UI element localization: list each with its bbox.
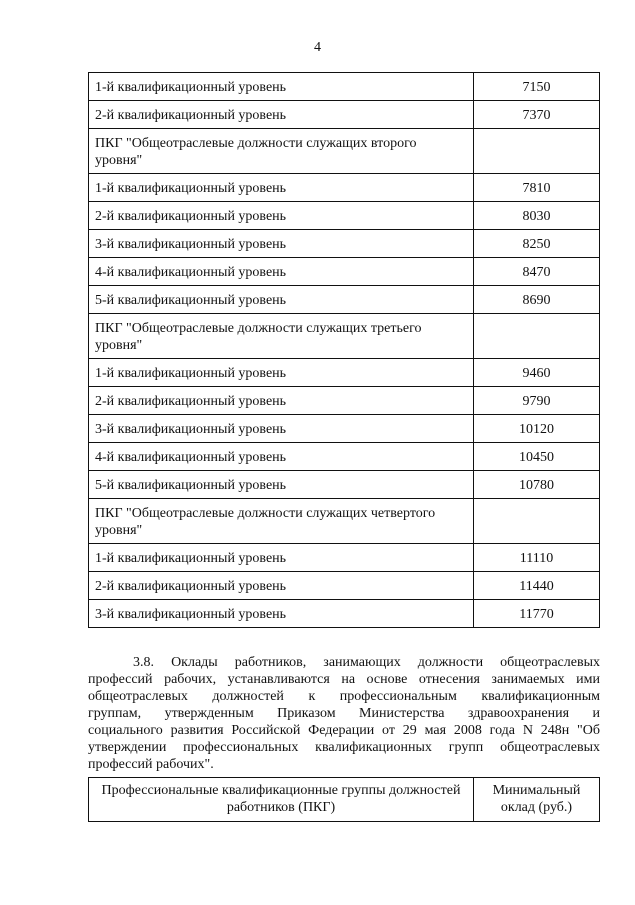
salary-value: 8030 bbox=[474, 202, 600, 230]
level-label: 1-й квалификационный уровень bbox=[89, 359, 474, 387]
salary-value bbox=[474, 129, 600, 174]
table-row bbox=[89, 359, 600, 387]
group-label: ПКГ "Общеотраслевые должности служащих второго уровня" bbox=[89, 129, 474, 174]
table-header-row bbox=[89, 778, 600, 822]
salary-value: 10120 bbox=[474, 415, 600, 443]
level-label: 1-й квалификационный уровень bbox=[89, 73, 474, 101]
salary-value: 11770 bbox=[474, 600, 600, 628]
salary-value: 11110 bbox=[474, 544, 600, 572]
salary-table bbox=[88, 72, 600, 628]
paragraph-line: группам, утвержденным Приказом Министерства здравоохранения и bbox=[88, 706, 600, 721]
table-row bbox=[89, 73, 600, 101]
paragraph-line: профессий рабочих, устанавливаются на основе отнесения занимаемых ими bbox=[88, 672, 600, 687]
group-label: ПКГ "Общеотраслевые должности служащих четвертого уровня" bbox=[89, 499, 474, 544]
paragraph-line: 3.8. Оклады работников, занимающих должности общеотраслевых bbox=[133, 655, 600, 670]
table-row bbox=[89, 544, 600, 572]
table-row bbox=[89, 258, 600, 286]
table-row bbox=[89, 600, 600, 628]
level-label: 2-й квалификационный уровень bbox=[89, 387, 474, 415]
table-row bbox=[89, 286, 600, 314]
table-row bbox=[89, 202, 600, 230]
salary-value bbox=[474, 314, 600, 359]
salary-value: 9790 bbox=[474, 387, 600, 415]
pkg-salary-header-table bbox=[88, 777, 600, 822]
table-row bbox=[89, 443, 600, 471]
level-label: 4-й квалификационный уровень bbox=[89, 443, 474, 471]
salary-value: 7150 bbox=[474, 73, 600, 101]
salary-value: 10450 bbox=[474, 443, 600, 471]
table-row bbox=[89, 572, 600, 600]
group-row bbox=[89, 499, 600, 544]
level-label: 3-й квалификационный уровень bbox=[89, 600, 474, 628]
salary-value: 11440 bbox=[474, 572, 600, 600]
table-row bbox=[89, 471, 600, 499]
group-label: ПКГ "Общеотраслевые должности служащих третьего уровня" bbox=[89, 314, 474, 359]
paragraph-line: профессий рабочих". bbox=[88, 757, 214, 772]
level-label: 2-й квалификационный уровень bbox=[89, 202, 474, 230]
level-label: 2-й квалификационный уровень bbox=[89, 101, 474, 129]
salary-value: 9460 bbox=[474, 359, 600, 387]
section-3-8-paragraph bbox=[88, 654, 600, 773]
group-row bbox=[89, 129, 600, 174]
table-row bbox=[89, 415, 600, 443]
paragraph-line: утверждении профессиональных квалификационных групп общеотраслевых bbox=[88, 740, 600, 755]
paragraph-line: общеотраслевых должностей к профессиональным квалификационным bbox=[88, 689, 600, 704]
table-row bbox=[89, 387, 600, 415]
pkg-column-header: Профессиональные квалификационные группы должностей работников (ПКГ) bbox=[89, 778, 474, 822]
salary-value: 8690 bbox=[474, 286, 600, 314]
salary-value: 7370 bbox=[474, 101, 600, 129]
level-label: 4-й квалификационный уровень bbox=[89, 258, 474, 286]
level-label: 1-й квалификационный уровень bbox=[89, 544, 474, 572]
level-label: 2-й квалификационный уровень bbox=[89, 572, 474, 600]
salary-column-header: Минимальный оклад (руб.) bbox=[474, 778, 600, 822]
salary-value: 8250 bbox=[474, 230, 600, 258]
level-label: 5-й квалификационный уровень bbox=[89, 471, 474, 499]
salary-value: 7810 bbox=[474, 174, 600, 202]
level-label: 3-й квалификационный уровень bbox=[89, 415, 474, 443]
table-row bbox=[89, 174, 600, 202]
level-label: 3-й квалификационный уровень bbox=[89, 230, 474, 258]
page-number: 4 bbox=[314, 40, 321, 55]
level-label: 1-й квалификационный уровень bbox=[89, 174, 474, 202]
table-row bbox=[89, 101, 600, 129]
group-row bbox=[89, 314, 600, 359]
salary-value bbox=[474, 499, 600, 544]
level-label: 5-й квалификационный уровень bbox=[89, 286, 474, 314]
table-row bbox=[89, 230, 600, 258]
salary-value: 10780 bbox=[474, 471, 600, 499]
salary-value: 8470 bbox=[474, 258, 600, 286]
paragraph-line: социального развития Российской Федерации от 29 мая 2008 года N 248н "Об bbox=[88, 723, 600, 738]
